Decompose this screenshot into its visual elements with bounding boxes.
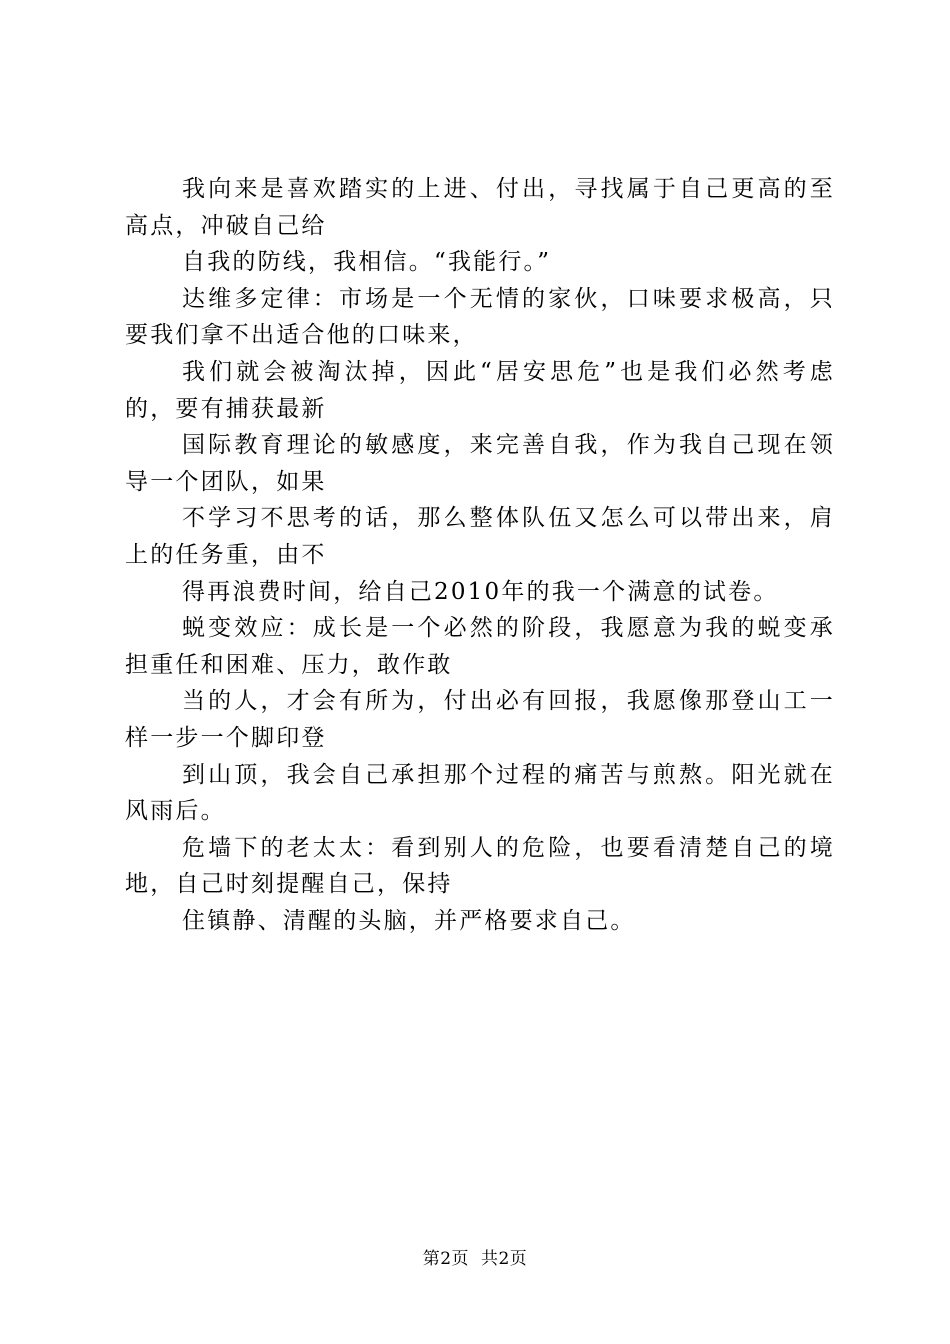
page-number: 第2页	[422, 1249, 470, 1269]
paragraph-6: 不学习不思考的话，那么整体队伍又怎么可以带出来，肩上的任务重，由不	[125, 505, 835, 568]
paragraph-11: 危墙下的老太太：看到别人的危险，也要看清楚自己的境地，自己时刻提醒自己，保持	[125, 834, 835, 898]
paragraph-1: 我向来是喜欢踏实的上进、付出，寻找属于自己更高的至高点，冲破自己给	[125, 176, 835, 239]
paragraph-12: 住镇静、清醒的头脑，并严格要求自己。	[182, 907, 636, 934]
page-footer	[0, 1244, 950, 1269]
paragraph-8: 蜕变效应：成长是一个必然的阶段，我愿意为我的蜕变承担重任和困难、压力，敢作敢	[125, 615, 835, 678]
paragraph-4: 我们就会被淘汰掉，因此“居安思危”也是我们必然考虑的，要有捕获最新	[125, 358, 835, 422]
paragraph-7: 得再浪费时间，给自己2010年的我一个满意的试卷。	[182, 578, 779, 605]
page-total: 共2页	[480, 1249, 528, 1269]
paragraph-5: 国际教育理论的敏感度，来完善自我，作为我自己现在领导一个团队，如果	[125, 432, 835, 495]
paragraph-2: 自我的防线，我相信。“我能行。”	[182, 249, 552, 276]
paragraph-9: 当的人，才会有所为，付出必有回报，我愿像那登山工一样一步一个脚印登	[125, 688, 835, 751]
paragraph-10: 到山顶，我会自己承担那个过程的痛苦与煎熬。阳光就在风雨后。	[125, 761, 835, 825]
paragraph-3: 达维多定律：市场是一个无情的家伙，口味要求极高，只要我们拿不出适合他的口味来，	[125, 285, 835, 349]
document-body	[125, 171, 835, 939]
